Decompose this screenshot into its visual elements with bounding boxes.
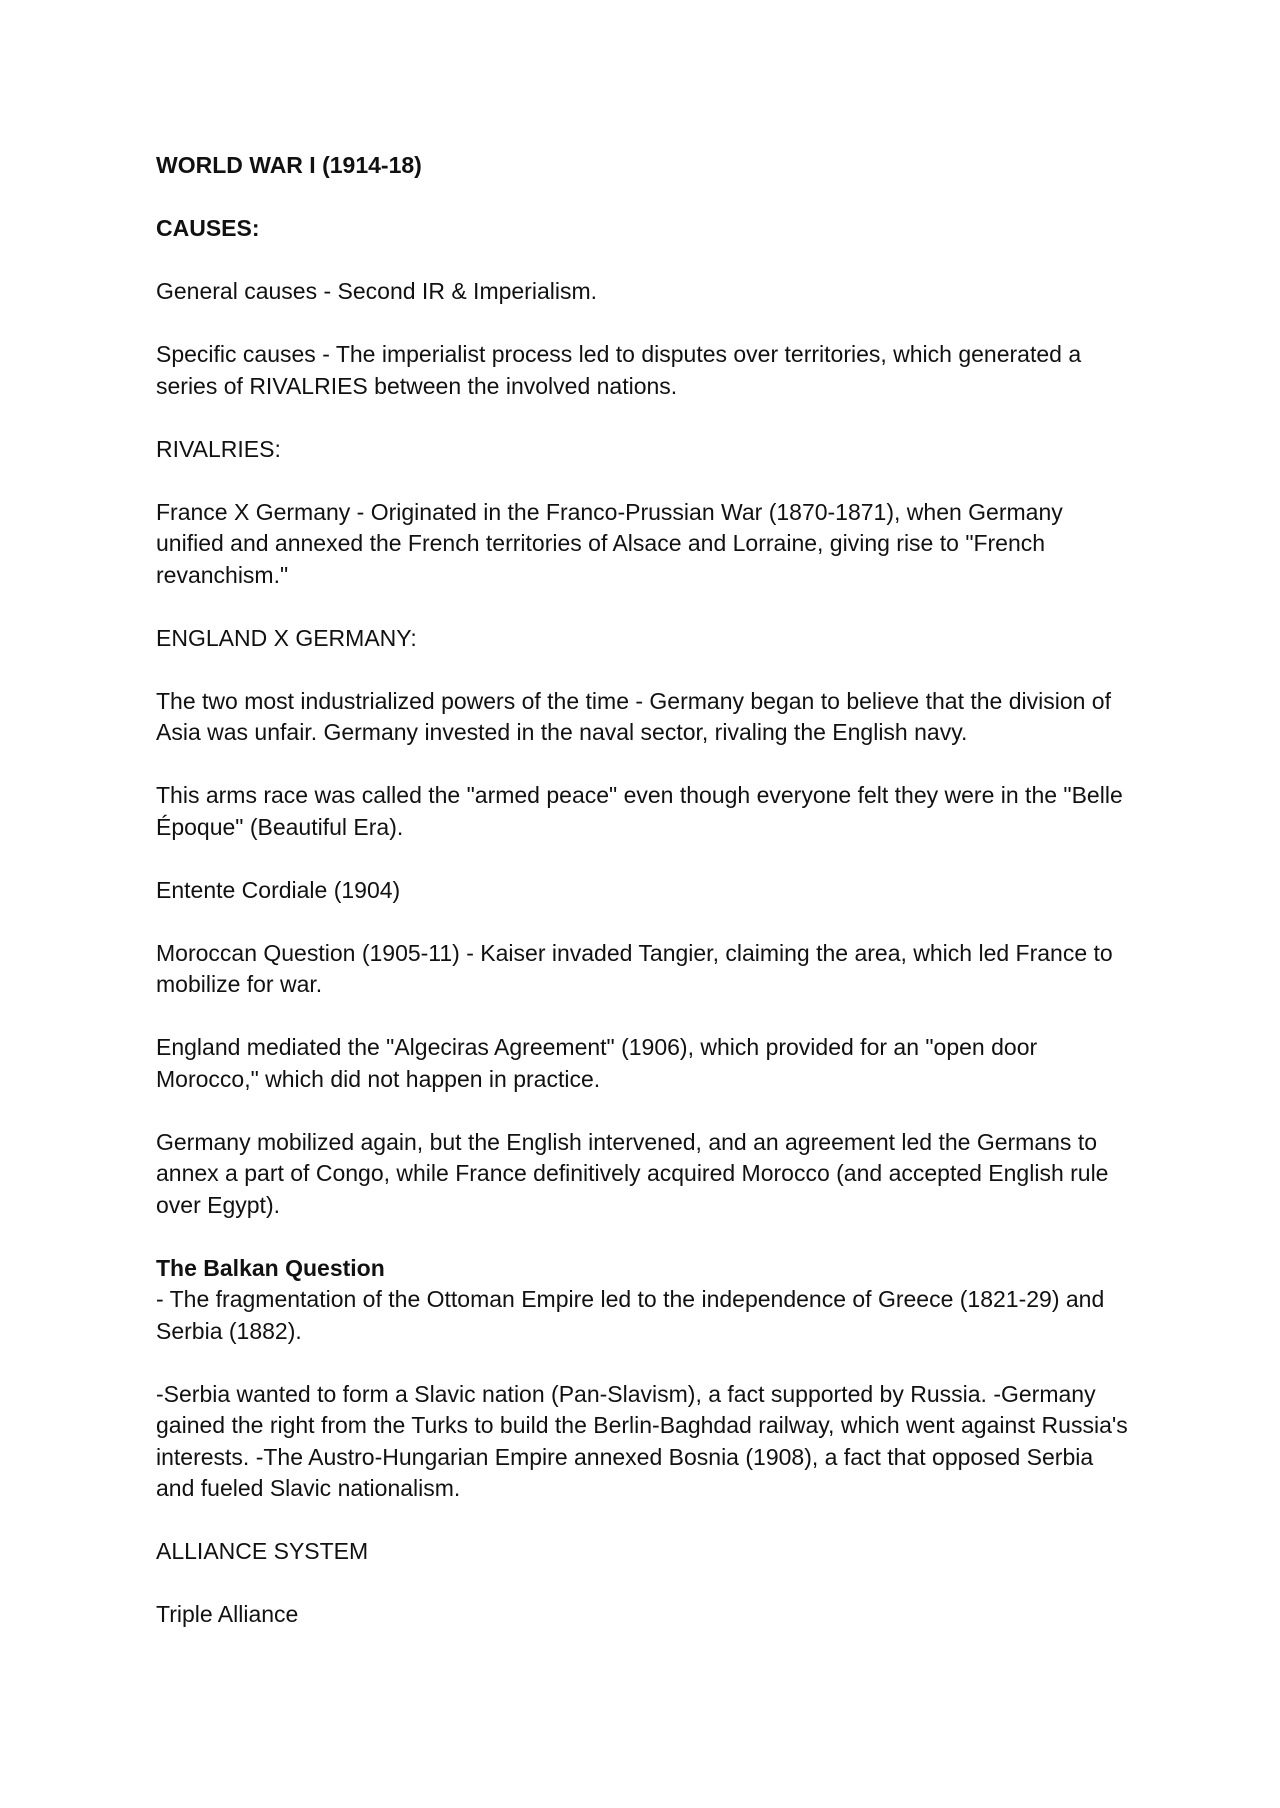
triple-alliance-line: Triple Alliance (156, 1601, 299, 1627)
document-title: WORLD WAR I (1914-18) (156, 152, 422, 178)
causes-heading: CAUSES: (156, 215, 260, 241)
document-page (156, 150, 1136, 1662)
moroccan-question-paragraph: Moroccan Question (1905-11) - Kaiser invaded Tangier, claiming the area, which led France to mobilize for war. (156, 939, 1113, 997)
algeciras-paragraph: England mediated the "Algeciras Agreement" (1906), which provided for an "open door Morocco," which did not happen in practice. (156, 1034, 1038, 1092)
general-causes-paragraph: General causes - Second IR & Imperialism. (156, 278, 598, 304)
balkan-fragmentation-paragraph: - The fragmentation of the Ottoman Empire led to the independence of Greece (1821-29) and Serbia (1882). (156, 1286, 1105, 1344)
balkan-details-paragraph: -Serbia wanted to form a Slavic nation (Pan-Slavism), a fact supported by Russia. -Germany gained the right from the Turks to build the Berlin-Baghdad railway, which went against Russia's interests. -The Austro-Hungarian Empire annexed Bosnia (1908), a fact that opposed Serbia and fueled Slavic nationalism. (156, 1380, 1128, 1501)
arms-race-paragraph: This arms race was called the "armed peace" even though everyone felt they were in the "Belle Époque" (Beautiful Era). (156, 782, 1123, 840)
specific-causes-paragraph: Specific causes - The imperialist process led to disputes over territories, which generated a series of RIVALRIES between the involved nations. (156, 341, 1082, 399)
alliance-system-heading: ALLIANCE SYSTEM (156, 1538, 369, 1564)
england-germany-heading: ENGLAND X GERMANY: (156, 624, 417, 651)
entente-cordiale-line: Entente Cordiale (1904) (156, 876, 401, 903)
congo-agreement-paragraph: Germany mobilized again, but the English intervened, and an agreement led the Germans to annex a part of Congo, while France definitively acquired Morocco (and accepted English rule over Egypt). (156, 1128, 1109, 1218)
industrialized-powers-paragraph: The two most industrialized powers of the time - Germany began to believe that the division of Asia was unfair. Germany invested in the naval sector, rivaling the English navy. (156, 687, 1111, 745)
rivalries-heading: RIVALRIES: (156, 435, 281, 462)
balkan-question-heading: The Balkan Question (156, 1254, 385, 1281)
france-germany-paragraph: France X Germany - Originated in the Franco-Prussian War (1870-1871), when Germany unified and annexed the French territories of Alsace and Lorraine, giving rise to "French revanchism." (156, 498, 1063, 588)
